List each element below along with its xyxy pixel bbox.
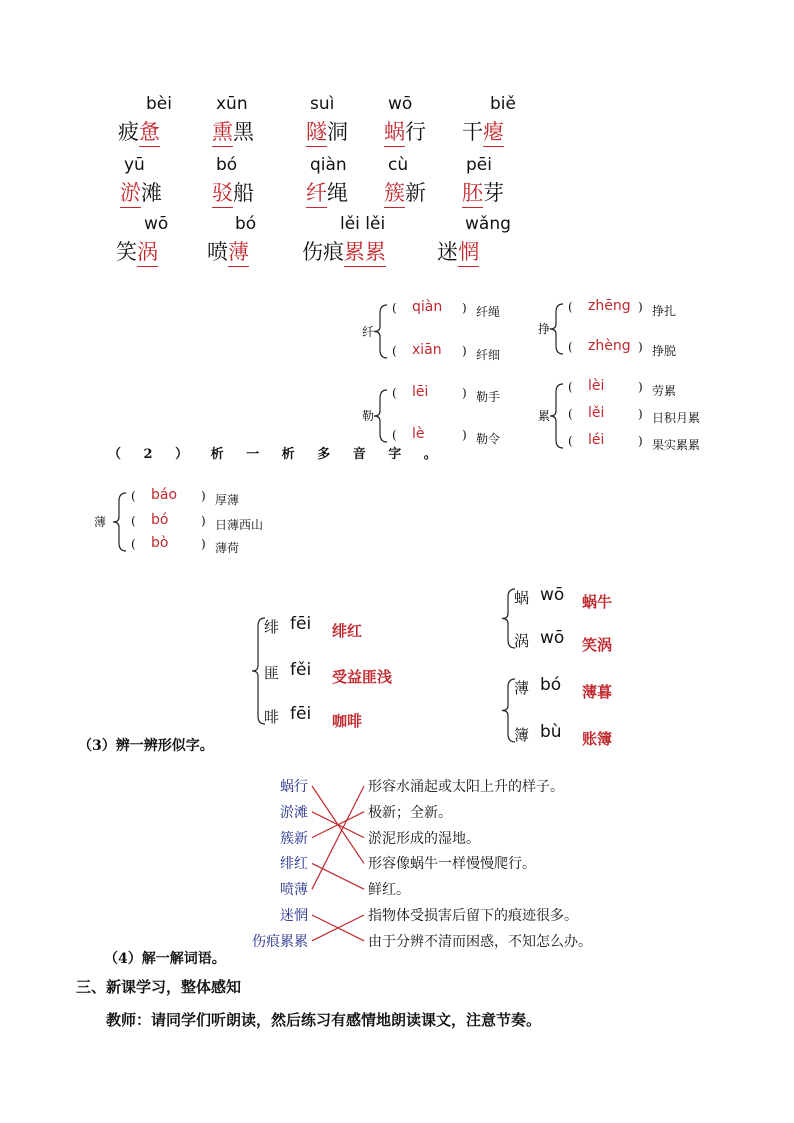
plain-char: 船 (233, 181, 254, 205)
paren-open: ( (392, 344, 397, 358)
paren-open: ( (131, 489, 136, 503)
paren-close: ) (638, 434, 643, 448)
plain-char: 新 (405, 181, 426, 205)
match-definition: 形容水涌起或太阳上升的样子。 (368, 779, 564, 795)
target-char: 簇 (384, 177, 405, 208)
pinyin-label: wō (144, 214, 169, 234)
pinyin-label: biě (490, 94, 516, 114)
similar-char: 匪 (264, 664, 280, 682)
poly-char: 薄 (94, 515, 107, 529)
poly-brace (550, 304, 563, 354)
pinyin-label: wǎng (465, 214, 511, 234)
target-char: 累累 (344, 236, 386, 267)
pinyin-label: xūn (216, 94, 248, 114)
poly-word: 勒手 (476, 390, 501, 404)
similar-pinyin: fěi (290, 660, 312, 680)
match-left-word: 迷惘 (280, 908, 308, 924)
match-left-word: 喷薄 (280, 882, 308, 899)
pinyin-label: lěi lěi (340, 214, 386, 234)
target-char: 惘 (458, 236, 479, 267)
match-definition: 形容像蜗牛一样慢慢爬行。 (368, 856, 536, 873)
paren-open: ( (568, 300, 573, 314)
poly-word: 日薄西山 (215, 518, 264, 532)
target-char: 淤 (120, 177, 141, 208)
match-definition: 鲜红。 (368, 882, 410, 899)
poly-pinyin: léi (588, 432, 605, 448)
pinyin-label: qiàn (310, 155, 347, 175)
poly-pinyin: bó (151, 512, 169, 528)
paren-open: ( (392, 301, 397, 315)
pinyin-label: bó (216, 155, 238, 175)
plain-char: 伤痕 (302, 240, 344, 264)
paren-close: ) (201, 514, 206, 528)
section-heading: 三、新课学习，整体感知 (76, 978, 242, 996)
match-definition: 由于分辨不清而困惑，不知怎么办。 (368, 933, 592, 950)
similar-char: 绯 (264, 618, 280, 636)
similar-char: 涡 (514, 632, 530, 650)
similar-word: 笑涡 (582, 636, 613, 654)
poly-word: 薄荷 (215, 541, 240, 555)
plain-char: 洞 (327, 120, 348, 144)
pinyin-label: pēi (466, 155, 492, 175)
poly-pinyin: zhèng (588, 338, 631, 354)
target-char: 胚 (462, 177, 483, 208)
pinyin-label: yū (124, 155, 145, 175)
paren-open: ( (392, 386, 397, 400)
target-char: 驳 (212, 177, 233, 208)
similar-brace (252, 618, 265, 724)
similar-word: 绯红 (332, 622, 363, 640)
poly-brace (113, 493, 126, 551)
paren-close: ) (462, 428, 467, 442)
poly-brace (374, 305, 387, 358)
poly-char: 勒 (362, 409, 375, 423)
similar-word: 受益匪浅 (332, 668, 393, 686)
poly-pinyin: lēi (412, 384, 429, 400)
poly-pinyin: lěi (588, 405, 605, 421)
plain-char: 迷 (437, 240, 458, 264)
poly-pinyin: lè (412, 426, 425, 442)
paren-close: ) (201, 537, 206, 551)
match-definition: 指物体受损害后留下的痕迹很多。 (368, 908, 578, 924)
target-char: 涡 (137, 236, 158, 267)
target-char: 熏 (212, 116, 233, 147)
match-left-word: 绯红 (280, 856, 308, 873)
poly-word: 纤细 (476, 348, 501, 362)
poly-word: 勒令 (476, 432, 501, 446)
target-char: 纤 (306, 177, 327, 208)
similar-pinyin: wō (540, 585, 565, 605)
paren-close: ) (638, 380, 643, 394)
similar-word: 咖啡 (332, 712, 363, 730)
poly-word: 厚薄 (215, 493, 240, 507)
poly-pinyin: bò (151, 535, 169, 551)
similar-brace (502, 589, 515, 648)
similar-pinyin: bù (540, 722, 562, 742)
similar-pinyin: wō (540, 628, 565, 648)
poly-pinyin: lèi (588, 378, 605, 394)
similar-word: 蜗牛 (582, 593, 613, 611)
paren-close: ) (638, 407, 643, 421)
poly-char: 纤 (362, 324, 375, 339)
similar-char: 蜗 (514, 589, 530, 607)
poly-word: 挣脱 (652, 344, 677, 358)
paren-close: ) (638, 300, 643, 314)
similar-char: 啡 (264, 708, 280, 726)
section2-title: （ 2 ） 析 一 析 多 音 字 。 (108, 447, 446, 462)
plain-char: 黑 (233, 120, 254, 144)
pinyin-label: bèi (146, 94, 172, 114)
paren-open: ( (392, 428, 397, 442)
poly-word: 纤绳 (476, 305, 501, 319)
target-char: 隧 (306, 116, 327, 147)
pinyin-label: suì (310, 94, 335, 114)
plain-char: 笑 (116, 240, 137, 264)
paren-close: ) (462, 386, 467, 400)
target-char: 惫 (139, 116, 160, 147)
paren-close: ) (462, 301, 467, 315)
similar-pinyin: fēi (290, 614, 312, 634)
paren-close: ) (638, 340, 643, 354)
similar-char: 薄 (514, 679, 530, 697)
poly-brace (374, 390, 387, 442)
poly-pinyin: xiān (412, 342, 442, 358)
poly-word: 挣扎 (652, 304, 677, 318)
match-left-word: 淤滩 (280, 804, 308, 821)
poly-pinyin: zhēng (588, 298, 631, 314)
similar-brace (502, 679, 515, 742)
match-link-line (312, 863, 364, 889)
paren-open: ( (131, 514, 136, 528)
match-left-word: 簇新 (280, 830, 308, 847)
similar-pinyin: fēi (290, 704, 312, 724)
poly-pinyin: qiàn (412, 299, 443, 315)
target-char: 蜗 (384, 116, 405, 147)
plain-char: 芽 (483, 181, 504, 205)
paren-close: ) (462, 344, 467, 358)
paren-open: ( (568, 407, 573, 421)
similar-char: 簿 (514, 726, 530, 744)
similar-word: 薄暮 (582, 683, 613, 701)
plain-char: 喷 (207, 240, 228, 264)
match-left-word: 伤痕累累 (252, 933, 308, 950)
paren-open: ( (568, 380, 573, 394)
plain-char: 干 (462, 120, 483, 144)
similar-pinyin: bó (540, 675, 562, 695)
paren-open: ( (568, 434, 573, 448)
match-definition: 淤泥形成的湿地。 (368, 830, 480, 847)
match-left-word: 蜗行 (280, 779, 308, 795)
poly-word: 日积月累 (652, 411, 701, 425)
poly-char: 累 (538, 409, 551, 423)
paren-open: ( (131, 537, 136, 551)
poly-char: 挣 (538, 322, 551, 336)
plain-char: 疲 (118, 120, 139, 144)
pinyin-label: cù (388, 155, 409, 175)
paren-open: ( (568, 340, 573, 354)
target-char: 薄 (228, 236, 249, 267)
section3-title: （3）辨一辨形似字。 (78, 738, 214, 754)
plain-char: 滩 (141, 181, 162, 205)
plain-char: 绳 (327, 181, 348, 205)
poly-word: 劳累 (652, 384, 677, 398)
poly-brace (550, 384, 563, 448)
similar-word: 账簿 (582, 730, 613, 748)
pinyin-label: bó (235, 214, 257, 234)
paren-close: ) (201, 489, 206, 503)
match-link-line (312, 786, 364, 889)
poly-pinyin: báo (151, 487, 178, 503)
teacher-line: 教师：请同学们听朗读，然后练习有感情地朗读课文，注意节奏。 (106, 1011, 542, 1029)
section4-title: （4）解一解词语。 (104, 951, 226, 967)
plain-char: 行 (405, 120, 426, 144)
poly-word: 果实累累 (652, 438, 701, 452)
match-definition: 极新；全新。 (368, 804, 452, 821)
target-char: 瘪 (483, 116, 504, 147)
pinyin-label: wō (388, 94, 413, 114)
